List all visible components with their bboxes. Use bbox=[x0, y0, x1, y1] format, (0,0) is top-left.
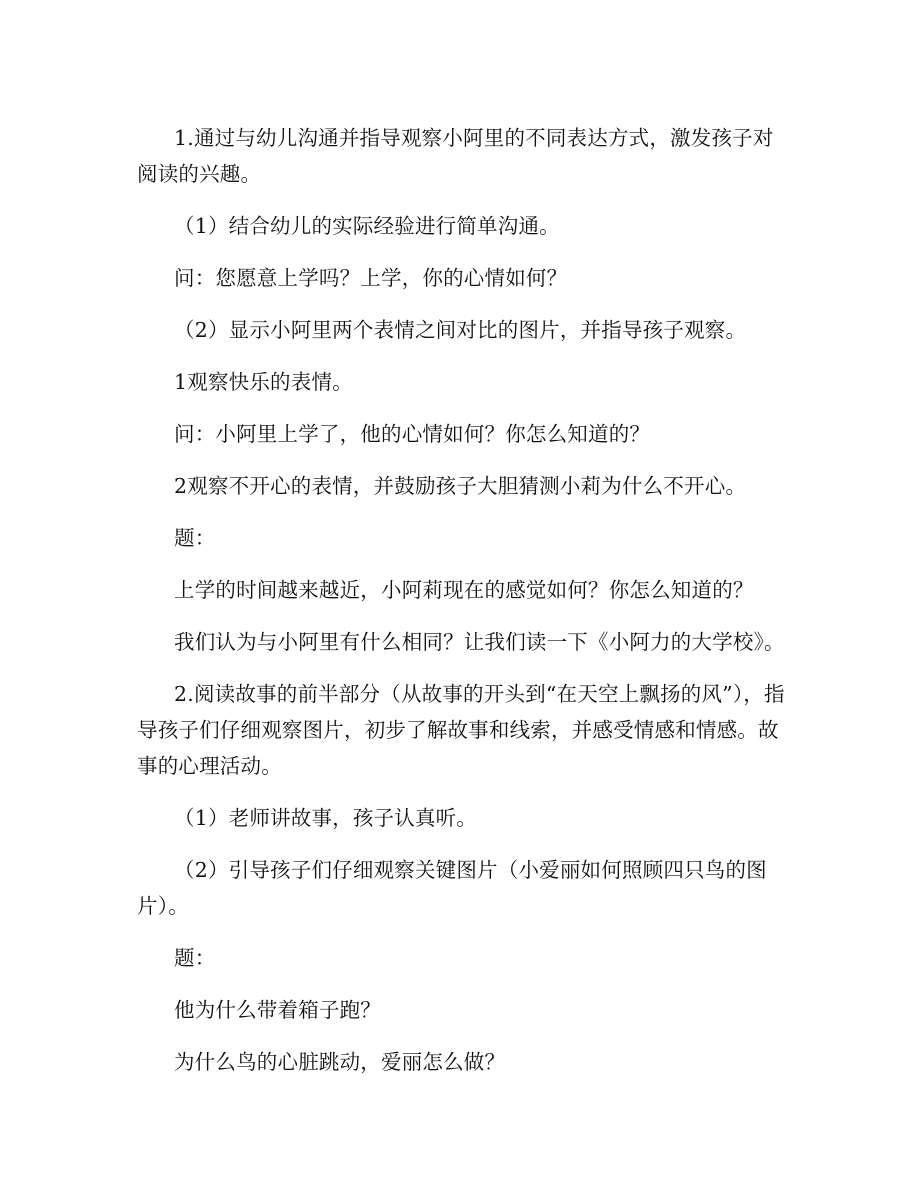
paragraph-question-label-1: 题： bbox=[174, 526, 216, 550]
document-body bbox=[137, 120, 787, 1096]
paragraph-question-3: 上学的时间越来越近，小阿莉现在的感觉如何？你怎么知道的？ bbox=[174, 578, 754, 602]
paragraph-question-5: 他为什么带着箱子跑？ bbox=[174, 998, 381, 1022]
paragraph-question-label-2: 题： bbox=[174, 946, 216, 970]
paragraph-step-2-1: （1）老师讲故事，孩子认真听。 bbox=[174, 806, 478, 830]
paragraph-step-1-2: （2）显示小阿里两个表情之间对比的图片，并指导孩子观察。 bbox=[174, 318, 747, 342]
paragraph-question-2: 问：小阿里上学了，他的心情如何？你怎么知道的？ bbox=[174, 422, 651, 446]
paragraph-question-4: 我们认为与小阿里有什么相同？让我们读一下《小阿力的大学校》。 bbox=[174, 630, 785, 654]
paragraph-goal-2: 2.阅读故事的前半部分（从故事的开头到“在天空上飘扬的风”），指导孩子们仔细观察图片，初步了解故事和线索，并感受情感和情感。故事的心理活动。 bbox=[137, 682, 785, 778]
paragraph-question-1: 问：您愿意上学吗？上学，你的心情如何？ bbox=[174, 266, 568, 290]
paragraph-goal-1: 1.通过与幼儿沟通并指导观察小阿里的不同表达方式，激发孩子对阅读的兴趣。 bbox=[137, 126, 774, 186]
paragraph-step-2-2: （2）引导孩子们仔细观察关键图片（小爱丽如何照顾四只鸟的图片）。 bbox=[137, 858, 767, 918]
paragraph-question-6: 为什么鸟的心脏跳动，爱丽怎么做？ bbox=[174, 1050, 506, 1074]
paragraph-observe-happy: 1观察快乐的表情。 bbox=[174, 370, 353, 394]
paragraph-step-1-1: （1）结合幼儿的实际经验进行简单沟通。 bbox=[174, 214, 560, 238]
paragraph-observe-unhappy: 2观察不开心的表情，并鼓励孩子大胆猜测小莉为什么不开心。 bbox=[174, 474, 747, 498]
